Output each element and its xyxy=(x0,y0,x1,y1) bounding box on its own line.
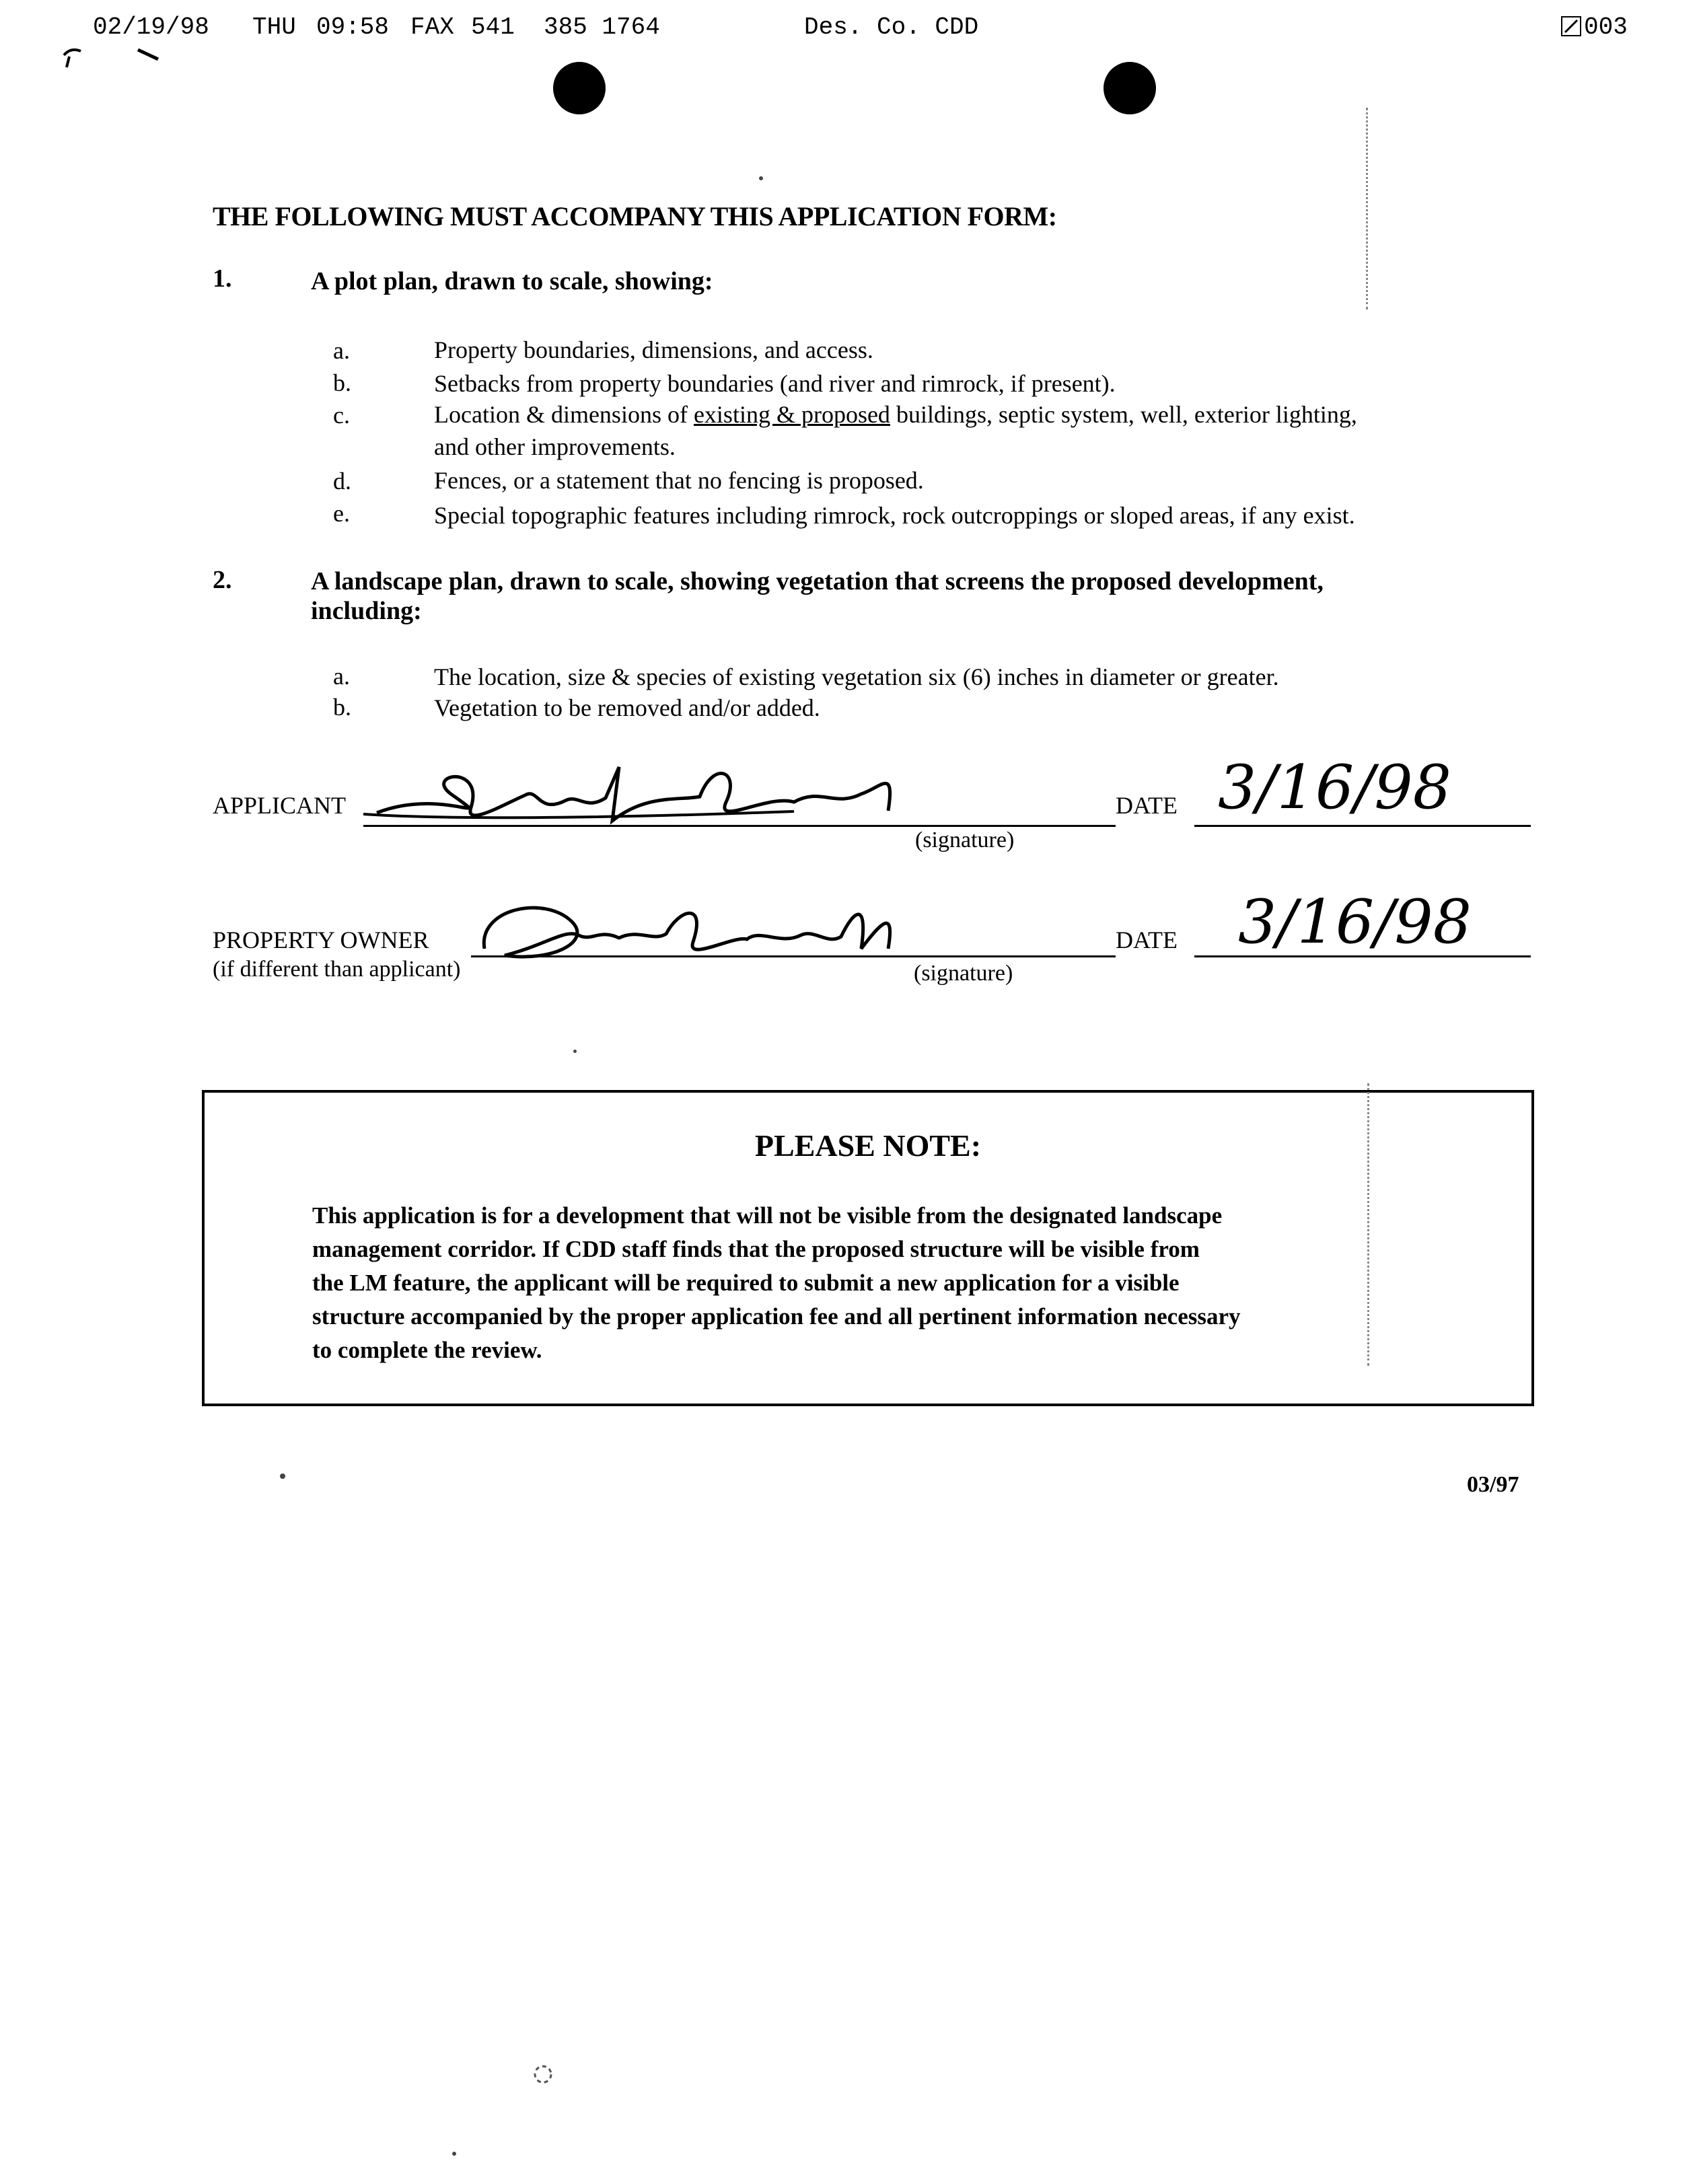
section2-item-b-letter: b. xyxy=(333,694,351,721)
scan-mark xyxy=(57,42,178,79)
item-c-text-post: buildings, septic system, well, exterior lighting, xyxy=(890,401,1357,428)
fax-number: 541 385 1764 xyxy=(471,13,660,41)
section2-title-line1: A landscape plan, drawn to scale, showing vegetation that screens the proposed development, xyxy=(311,567,1324,595)
punch-hole-right xyxy=(1104,62,1156,114)
section2-title-line2: including: xyxy=(311,597,422,625)
section2-number: 2. xyxy=(213,566,232,594)
section1-title: A plot plan, drawn to scale, showing: xyxy=(311,267,713,295)
scan-speck xyxy=(573,1050,577,1053)
form-code: 03/97 xyxy=(1467,1472,1519,1497)
fax-page-number: 003 xyxy=(1584,13,1628,41)
fax-page-box-icon xyxy=(1561,16,1581,36)
section1-item-a-text: Property boundaries, dimensions, and access. xyxy=(434,336,873,363)
note-line: management corridor. If CDD staff finds that the proposed structure will be visible from xyxy=(312,1236,1200,1262)
section1-item-b-text: Setbacks from property boundaries (and river and rimrock, if present). xyxy=(434,370,1116,397)
section1-item-c-line2: and other improvements. xyxy=(434,433,676,460)
applicant-signature xyxy=(363,747,955,848)
please-note-body xyxy=(312,1199,1510,1367)
scan-edge-dots xyxy=(1367,1083,1372,1366)
fax-sender: Des. Co. CDD xyxy=(804,13,979,41)
section1-item-c-text xyxy=(434,398,1357,431)
note-line: the LM feature, the applicant will be required to submit a new application for a visible xyxy=(312,1270,1180,1296)
section2-item-b-text: Vegetation to be removed and/or added. xyxy=(434,694,820,721)
fax-day: THU xyxy=(252,13,296,41)
section1-item-b-letter: b. xyxy=(333,369,351,396)
owner-date-label: DATE xyxy=(1116,926,1178,953)
section1-number: 1. xyxy=(213,264,232,293)
section1-item-e-letter: e. xyxy=(333,500,350,527)
fax-time: 09:58 xyxy=(316,13,390,41)
owner-date-value: 3/16/98 xyxy=(1238,887,1472,957)
section1-item-d-letter: d. xyxy=(333,468,351,495)
please-note-title: PLEASE NOTE: xyxy=(754,1128,982,1163)
item-c-text-pre: Location & dimensions of xyxy=(434,401,694,428)
scan-speck xyxy=(280,1473,285,1479)
owner-signature xyxy=(464,881,976,976)
punch-hole-left xyxy=(553,62,606,114)
note-line: to complete the review. xyxy=(312,1337,542,1363)
applicant-date-value: 3/16/98 xyxy=(1218,752,1451,823)
section2-item-a-letter: a. xyxy=(333,663,350,690)
owner-label: PROPERTY OWNER xyxy=(213,926,429,953)
scan-speck xyxy=(532,2063,554,2089)
owner-sub-label: (if different than applicant) xyxy=(213,957,461,982)
fax-label: FAX xyxy=(410,13,454,41)
section1-item-c-letter: c. xyxy=(333,402,350,429)
section1-item-d-text: Fences, or a statement that no fencing is proposed. xyxy=(434,467,924,494)
applicant-date-line xyxy=(1194,825,1531,827)
note-line: This application is for a development that will not be visible from the designated landscape xyxy=(312,1202,1223,1229)
section1-item-e-text: Special topographic features including rimrock, rock outcroppings or sloped areas, if any exist. xyxy=(434,502,1355,529)
owner-signature-caption: (signature) xyxy=(914,961,1013,986)
page-heading: THE FOLLOWING MUST ACCOMPANY THIS APPLICATION FORM: xyxy=(213,201,1057,231)
applicant-label: APPLICANT xyxy=(213,792,347,819)
scan-edge-dots xyxy=(1366,108,1371,310)
section2-item-a-text: The location, size & species of existing vegetation six (6) inches in diameter or greater. xyxy=(434,663,1279,690)
please-note-box xyxy=(202,1090,1534,1406)
applicant-date-label: DATE xyxy=(1116,792,1178,819)
scan-speck xyxy=(452,2152,456,2156)
section1-item-a-letter: a. xyxy=(333,337,350,364)
applicant-signature-caption: (signature) xyxy=(915,828,1015,852)
fax-date: 02/19/98 xyxy=(93,13,209,41)
item-c-text-underlined: existing & proposed xyxy=(693,401,890,428)
note-line: structure accompanied by the proper application fee and all pertinent information necessary xyxy=(312,1303,1241,1330)
scan-speck xyxy=(759,176,763,180)
